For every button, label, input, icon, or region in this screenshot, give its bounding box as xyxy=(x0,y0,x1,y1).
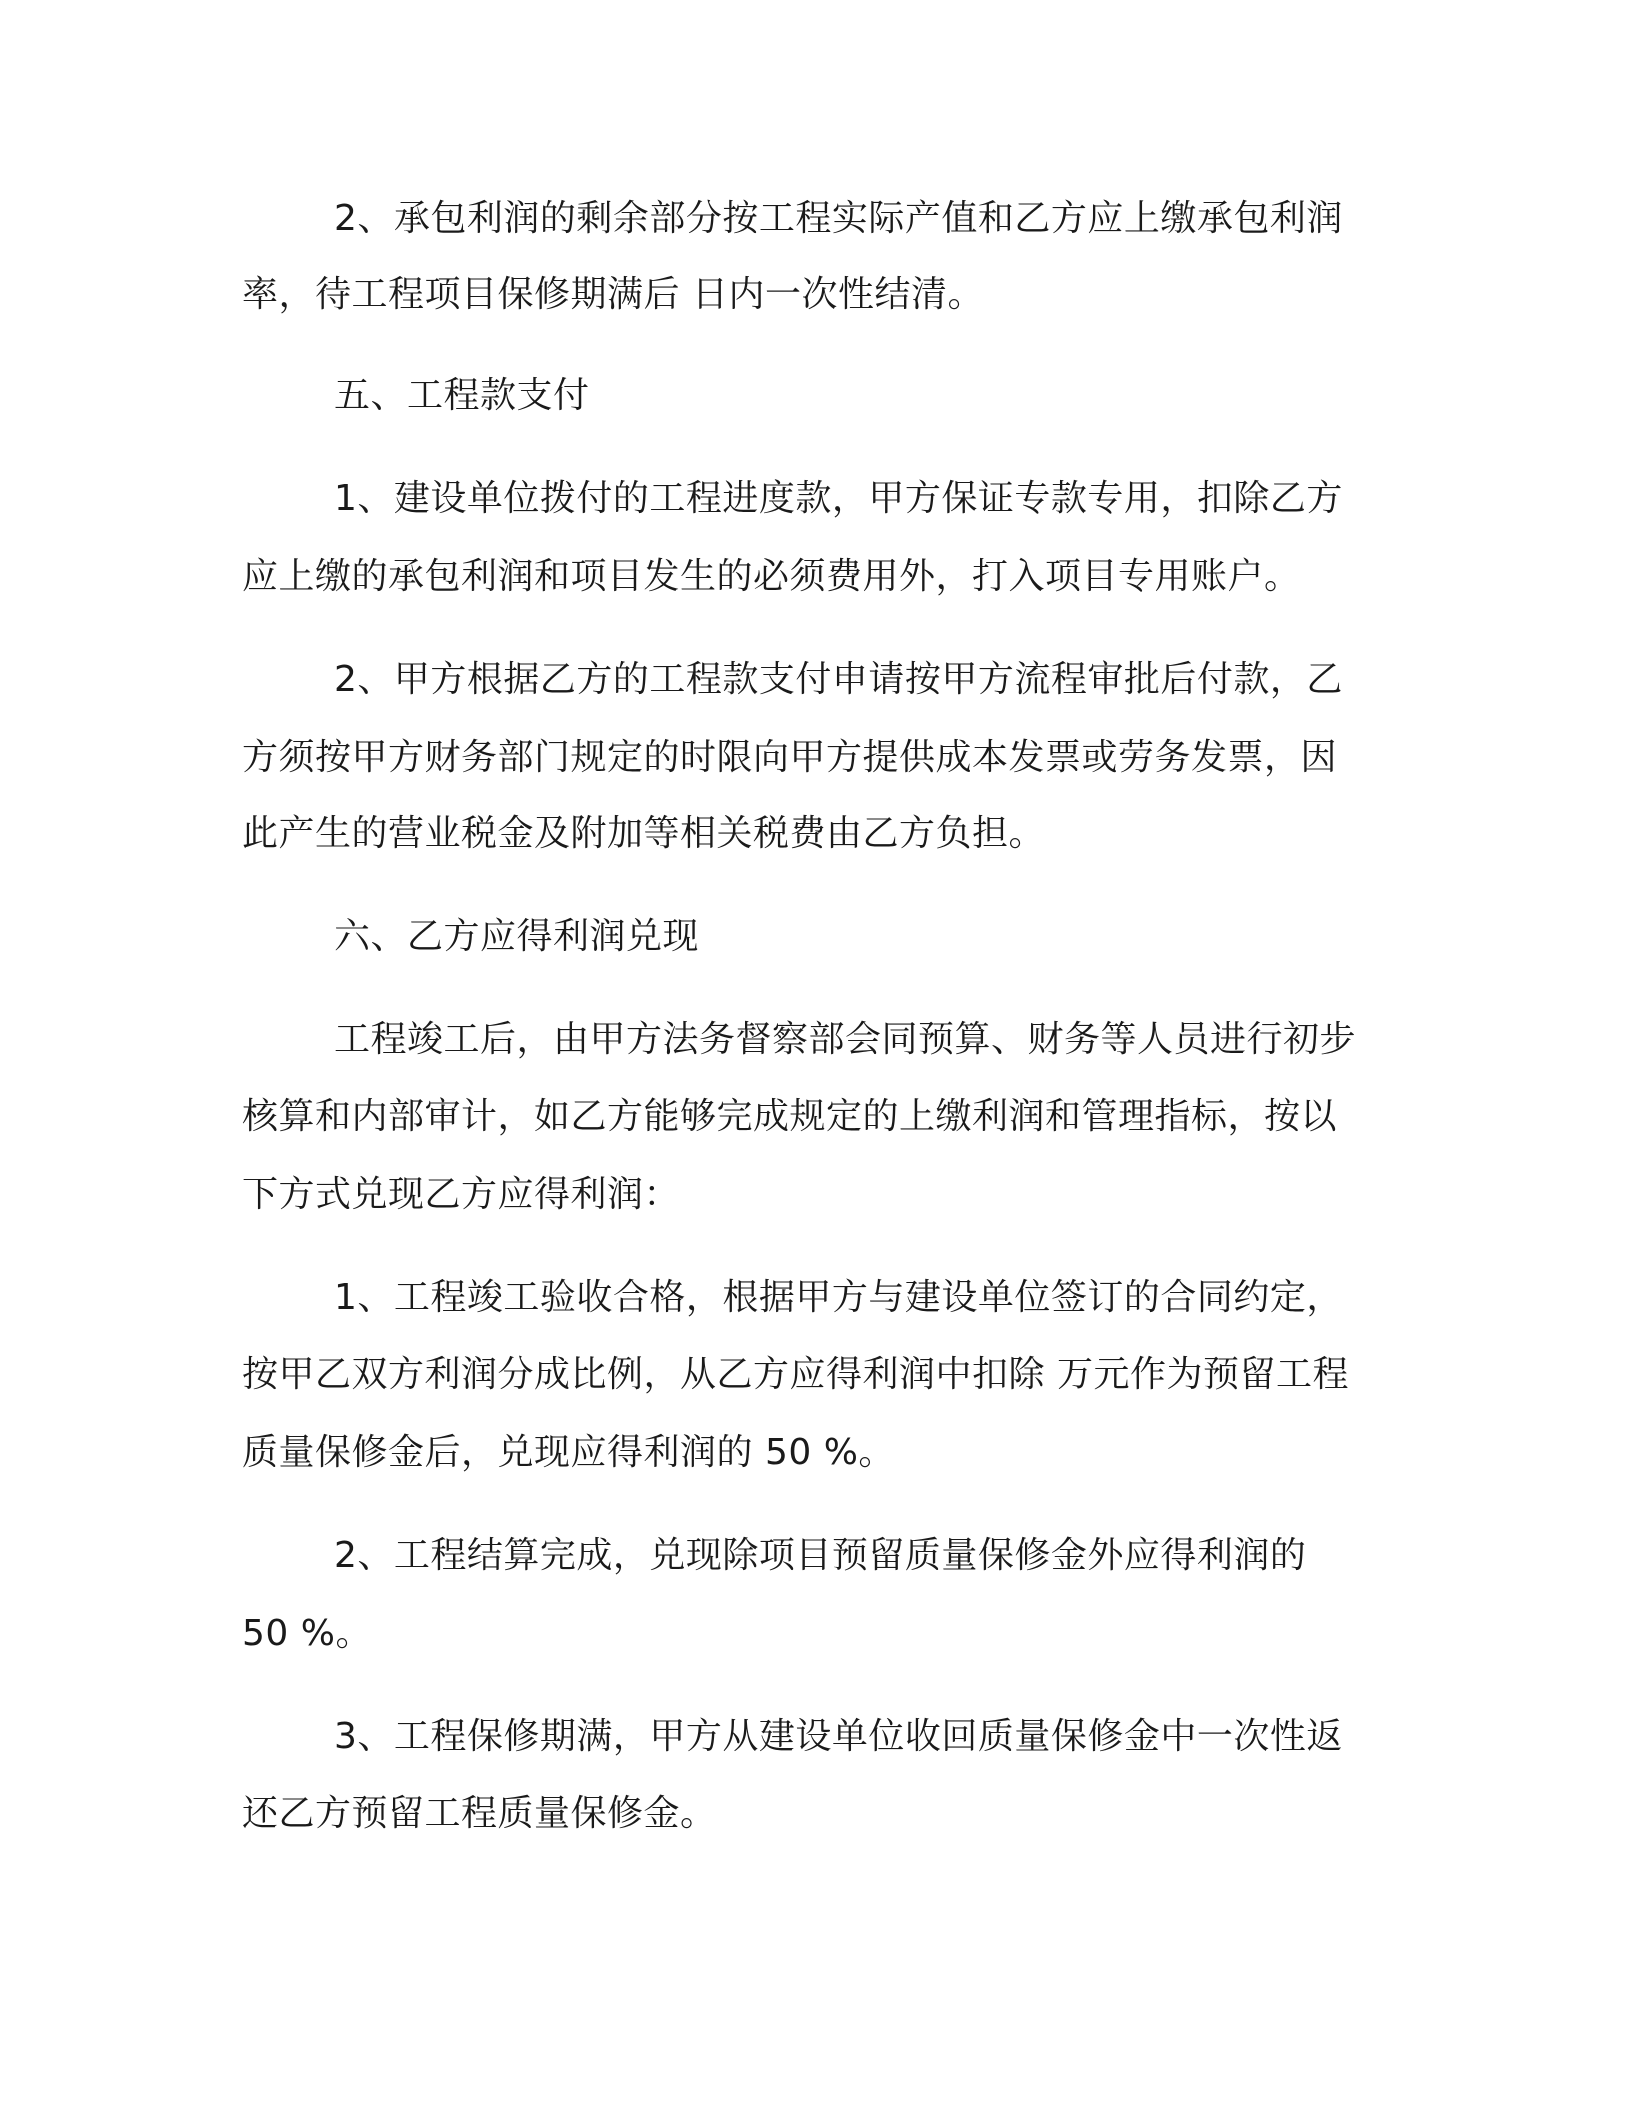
section-heading-6: 六、乙方应得利润兑现 xyxy=(334,916,700,957)
paragraph-2-line-2: 应上缴的承包利润和项目发生的必须费用外，打入项目专用账户。 xyxy=(242,556,1301,597)
paragraph-2-line-1: 1、建设单位拨付的工程进度款，甲方保证专款专用，扣除乙方 xyxy=(334,478,1343,519)
paragraph-5-line-2: 按甲乙双方利润分成比例，从乙方应得利润中扣除 万元作为预留工程 xyxy=(242,1354,1349,1395)
paragraph-1-line-1: 2、承包利润的剩余部分按工程实际产值和乙方应上缴承包利润 xyxy=(334,198,1343,239)
paragraph-7-line-1: 3、工程保修期满，甲方从建设单位收回质量保修金中一次性返 xyxy=(334,1716,1343,1757)
section-heading-5: 五、工程款支付 xyxy=(334,375,590,416)
paragraph-4-line-1: 工程竣工后，由甲方法务督察部会同预算、财务等人员进行初步 xyxy=(334,1019,1357,1060)
paragraph-3-line-1: 2、甲方根据乙方的工程款支付申请按甲方流程审批后付款，乙 xyxy=(334,659,1343,700)
paragraph-6-line-2: 50 %。 xyxy=(242,1613,372,1654)
paragraph-1-line-2: 率，待工程项目保修期满后 日内一次性结清。 xyxy=(242,274,984,315)
paragraph-3-line-3: 此产生的营业税金及附加等相关税费由乙方负担。 xyxy=(242,813,1046,854)
paragraph-5-line-3: 质量保修金后，兑现应得利润的 50 %。 xyxy=(242,1432,895,1473)
paragraph-5-line-1: 1、工程竣工验收合格，根据甲方与建设单位签订的合同约定， xyxy=(334,1277,1343,1318)
paragraph-4-line-2: 核算和内部审计，如乙方能够完成规定的上缴利润和管理指标，按以 xyxy=(242,1096,1338,1137)
paragraph-3-line-2: 方须按甲方财务部门规定的时限向甲方提供成本发票或劳务发票，因 xyxy=(242,737,1338,778)
paragraph-4-line-3: 下方式兑现乙方应得利润： xyxy=(242,1174,681,1215)
paragraph-6-line-1: 2、工程结算完成，兑现除项目预留质量保修金外应得利润的 xyxy=(334,1535,1307,1576)
paragraph-7-line-2: 还乙方预留工程质量保修金。 xyxy=(242,1793,717,1834)
